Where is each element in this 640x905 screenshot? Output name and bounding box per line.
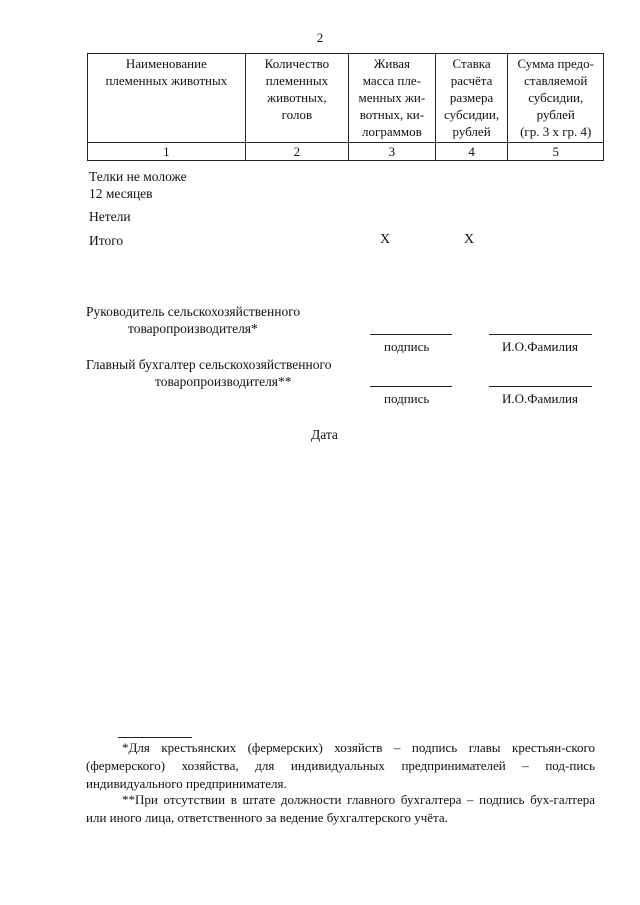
total-col4-mark: Х xyxy=(464,232,475,247)
footnote-1-text: *Для крестьянских (фермерских) хозяйств – подпись главы крестьян-ского (фермерского) хозяйства, для индивидуальных предпринимателей – под-пись индивидуального предпринимателя. xyxy=(86,740,595,791)
accountant-title-line2: товаропроизводителя** xyxy=(155,374,292,389)
subsidy-table xyxy=(87,53,604,161)
accountant-name-caption: И.О.Фамилия xyxy=(502,391,578,406)
column-number: 2 xyxy=(245,143,348,161)
footnote-2 xyxy=(86,791,595,827)
column-number: 3 xyxy=(349,143,436,161)
row-heifers-label-line1: Телки не моложе xyxy=(89,169,187,184)
header-subsidy-sum xyxy=(508,54,604,143)
head-title-line2: товаропроизводителя* xyxy=(128,321,258,336)
header-animal-count-text: Количество племенных животных, голов xyxy=(264,56,330,122)
header-subsidy-rate xyxy=(435,54,508,143)
accountant-signature-caption: подпись xyxy=(384,391,430,406)
date-label: Дата xyxy=(311,427,338,442)
accountant-name-line xyxy=(489,386,592,387)
header-live-weight xyxy=(349,54,436,143)
column-number: 1 xyxy=(88,143,246,161)
head-name-line xyxy=(489,334,592,335)
footnote-separator xyxy=(118,737,192,738)
head-signature-line xyxy=(370,334,452,335)
total-col3-mark: Х xyxy=(380,232,391,247)
column-number-row xyxy=(88,143,604,161)
column-number: 4 xyxy=(435,143,508,161)
header-subsidy-sum-text: Сумма предо- ставляемой субсидии, рублей (гр. 3 х гр. 4) xyxy=(517,56,594,139)
header-animal-count xyxy=(245,54,348,143)
row-total-label: Итого xyxy=(89,233,124,248)
row-heifers-label-line2: 12 месяцев xyxy=(89,186,153,201)
accountant-signature-line xyxy=(370,386,452,387)
header-subsidy-rate-text: Ставка расчёта размера субсидии, рублей xyxy=(444,56,500,139)
accountant-title-line1: Главный бухгалтер сельскохозяйственного xyxy=(86,357,332,372)
column-number: 5 xyxy=(508,143,604,161)
header-animal-name xyxy=(88,54,246,143)
header-animal-name-text: Наименование племенных животных xyxy=(105,56,228,88)
footnote-2-text: **При отсутствии в штате должности главного бухгалтера – подпись бух-галтера или иного лица, ответственного за ведение бухгалтерского учёта. xyxy=(86,792,595,825)
header-live-weight-text: Живая масса пле- менных жи- вотных, ки- лограммов xyxy=(358,56,426,139)
table-header-row xyxy=(88,54,604,143)
head-title-line1: Руководитель сельскохозяйственного xyxy=(86,304,301,319)
head-name-caption: И.О.Фамилия xyxy=(502,339,578,354)
page-number: 2 xyxy=(316,30,324,45)
head-signature-caption: подпись xyxy=(384,339,430,354)
row-pregnant-heifers-label: Нетели xyxy=(89,209,131,224)
footnote-1 xyxy=(86,739,595,793)
